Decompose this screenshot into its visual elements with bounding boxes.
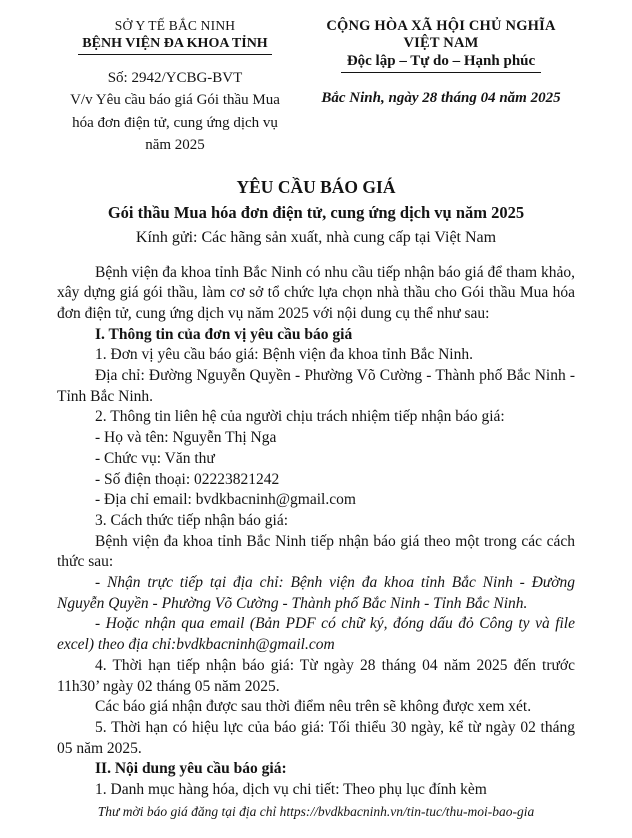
- document-title: YÊU CẦU BÁO GIÁ: [236, 176, 396, 197]
- place-and-date: Bắc Ninh, ngày 28 tháng 04 năm 2025: [321, 90, 561, 106]
- national-motto-wrap: [307, 52, 575, 73]
- letterhead-national-block: [293, 18, 575, 107]
- organization-name-wrap: [57, 34, 293, 55]
- contact-name: - Họ và tên: Nguyễn Thị Nga: [95, 429, 277, 447]
- contact-position: - Chức vụ: Văn thư: [95, 449, 215, 467]
- document-subject: V/v Yêu cầu báo giá Gói thầu Mua hóa đơn điện tử, cung ứng dịch vụ năm 2025: [70, 92, 280, 153]
- section2-item-goods-list: 1. Danh mục hàng hóa, dịch vụ chi tiết: Theo phụ lục đính kèm: [95, 781, 487, 799]
- item-deadline: 4. Thời hạn tiếp nhận báo giá: Từ ngày 28 tháng 04 năm 2025 đến trước 11h30’ ngày 02 tháng 05 năm 2025.: [57, 656, 575, 695]
- unit-address: Địa chỉ: Đường Nguyễn Quyền - Phường Võ Cường - Thành phố Bắc Ninh - Tỉnh Bắc Ninh.: [57, 367, 575, 405]
- document-subtitle: Gói thầu Mua hóa đơn điện tử, cung ứng dịch vụ năm 2025: [107, 202, 525, 222]
- national-motto-line1: CỘNG HÒA XÃ HỘI CHỦ NGHĨA VIỆT NAM: [326, 18, 556, 51]
- receive-method-intro: Bệnh viện đa khoa tỉnh Bắc Ninh tiếp nhận báo giá theo một trong các cách thức sau:: [57, 532, 575, 571]
- intro-paragraph: Bệnh viện đa khoa tỉnh Bắc Ninh có nhu cầu tiếp nhận báo giá để tham khảo, xây dựng giá gói thầu, làm cơ sở tổ chức lựa chọn nhà thầu cho Gói thầu Mua hóa đơn điện tử, cung ứng dịch vụ năm 2025 với nội dung cụ thể như sau:: [57, 263, 575, 322]
- receive-method-direct: - Nhận trực tiếp tại địa chỉ: Bệnh viện đa khoa tỉnh Bắc Ninh - Đường Nguyễn Quyền - Phường Võ Cường - Thành phố Bắc Ninh - Tỉnh Bắc Ninh.: [57, 574, 575, 612]
- letterhead: [57, 18, 575, 157]
- document-number: Số: 2942/YCBG-BVT: [107, 70, 243, 86]
- section2-heading: II. Nội dung yêu cầu báo giá:: [95, 760, 287, 778]
- receive-method-email: - Hoặc nhận qua email (Bản PDF có chữ ký, đóng dấu đỏ Công ty và file excel) theo địa chỉ:bvdkbacninh@gmail.com: [57, 615, 575, 654]
- title-block: [57, 177, 575, 247]
- deadline-note: Các báo giá nhận được sau thời điểm nêu trên sẽ không được xem xét.: [95, 698, 532, 716]
- item-requesting-unit: 1. Đơn vị yêu cầu báo giá: Bệnh viện đa khoa tỉnh Bắc Ninh.: [95, 346, 473, 364]
- organization-name: BỆNH VIỆN ĐA KHOA TỈNH: [78, 36, 271, 55]
- contact-phone: - Số điện thoại: 02223821242: [95, 470, 280, 488]
- letterhead-issuer-block: [57, 18, 293, 157]
- item-validity: 5. Thời hạn có hiệu lực của báo giá: Tối thiểu 30 ngày, kể từ ngày 02 tháng 05 năm 2025.: [57, 718, 575, 757]
- salutation-line: Kính gửi: Các hãng sản xuất, nhà cung cấp tại Việt Nam: [135, 228, 497, 246]
- contact-email: - Địa chỉ email: bvdkbacninh@gmail.com: [95, 491, 356, 509]
- section1-heading: I. Thông tin của đơn vị yêu cầu báo giá: [95, 325, 353, 343]
- national-motto-line2: Độc lập – Tự do – Hạnh phúc: [341, 52, 541, 73]
- parent-organization: SỞ Y TẾ BẮC NINH: [114, 18, 236, 33]
- body-block: [57, 263, 575, 801]
- footer-publication-note: Thư mời báo giá đăng tại địa chỉ https://bvdkbacninh.vn/tin-tuc/thu-moi-bao-gia: [97, 804, 535, 819]
- item-receive-method: 3. Cách thức tiếp nhận báo giá:: [95, 511, 289, 529]
- item-contact-info: 2. Thông tin liên hệ của người chịu trách nhiệm tiếp nhận báo giá:: [95, 408, 505, 426]
